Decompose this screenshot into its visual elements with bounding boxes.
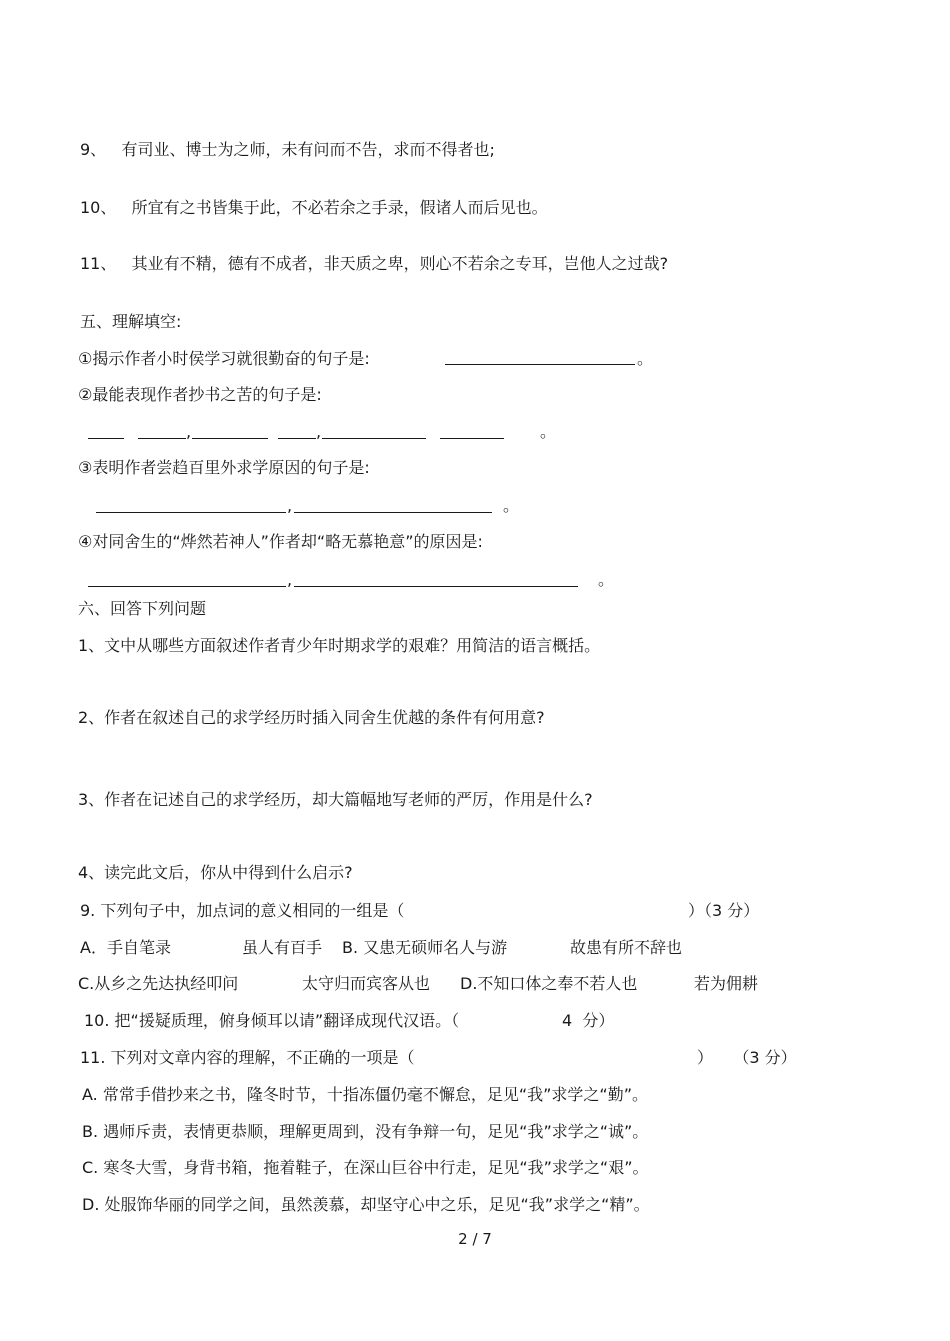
answer-blank[interactable] bbox=[294, 572, 578, 587]
item-text: 其业有不精，德有不成者，非天质之卑，则心不若余之专耳，岂他人之过哉? bbox=[131, 254, 669, 273]
end-mark: 。 bbox=[637, 349, 654, 368]
fill-question-3 bbox=[78, 458, 370, 478]
item-text: 所宜有之书皆集于此，不必若余之手录，假诸人而后见也。 bbox=[131, 198, 548, 217]
translate-item-10 bbox=[80, 198, 548, 218]
short-answer-question: 3、作者在记述自己的求学经历，却大篇幅地写老师的严厉，作用是什么? bbox=[78, 790, 593, 809]
mc11-score: ） （3 分） bbox=[697, 1048, 797, 1067]
question-text: ③表明作者尝趋百里外求学原因的句子是: bbox=[78, 458, 370, 477]
answer-blank[interactable] bbox=[138, 424, 186, 439]
section5-title: 五、理解填空: bbox=[80, 312, 182, 331]
mc11-option-a: A. 常常手借抄来之书，隆冬时节，十指冻僵仍毫不懈怠，足见“我”求学之“勤”。 bbox=[82, 1085, 648, 1104]
mc9-option-d-pair: 若为佣耕 bbox=[694, 974, 759, 993]
item-text: 有司业、博士为之师，未有问而不告，求而不得者也; bbox=[121, 140, 495, 159]
mc9-option-b-pair: 故患有所不辞也 bbox=[570, 938, 683, 957]
translate-item-9 bbox=[80, 140, 495, 160]
mc9-score: ）（3 分） bbox=[688, 901, 760, 920]
section6-title: 六、回答下列问题 bbox=[78, 599, 207, 618]
mc9-option-d: D.不知口体之奉不若人也 bbox=[460, 974, 638, 993]
answer-blank[interactable] bbox=[294, 498, 492, 513]
end-mark: 。 bbox=[598, 570, 615, 589]
mc11-option-c: C. 寒冬大雪，身背书箱，拖着鞋子，在深山巨谷中行走，足见“我”求学之“艰”。 bbox=[82, 1158, 649, 1177]
page-number: 2 / 7 bbox=[458, 1230, 492, 1248]
end-mark: 。 bbox=[540, 422, 557, 441]
q10-score: 4 分） bbox=[562, 1011, 615, 1030]
mc11-option-d: D. 处服饰华丽的同学之间，虽然羡慕，却坚守心中之乐，足见“我”求学之“精”。 bbox=[82, 1195, 650, 1214]
mc9-option-a-pair: 虽人有百手 bbox=[242, 938, 323, 957]
item-number: 11、 bbox=[80, 254, 117, 273]
q10-stem: 10. 把“援疑质理，俯身倾耳以请”翻译成现代汉语。（ bbox=[84, 1011, 460, 1030]
question-text: ①揭示作者小时侯学习就很勤奋的句子是: bbox=[78, 349, 370, 368]
short-answer-question: 2、作者在叙述自己的求学经历时插入同舍生优越的条件有何用意? bbox=[78, 708, 545, 727]
fill-question-4 bbox=[78, 532, 483, 552]
separator: , bbox=[186, 422, 192, 441]
item-number: 9、 bbox=[80, 140, 107, 159]
answer-blank[interactable] bbox=[440, 424, 504, 439]
answer-blank[interactable] bbox=[278, 424, 316, 439]
mc9-option-a: A．手自笔录 bbox=[80, 938, 171, 957]
answer-blank[interactable] bbox=[192, 424, 268, 439]
answer-blank[interactable] bbox=[88, 572, 286, 587]
separator: , bbox=[287, 570, 293, 589]
end-mark: 。 bbox=[503, 496, 520, 515]
mc9-option-c: C.从乡之先达执经叩问 bbox=[78, 974, 239, 993]
item-number: 10、 bbox=[80, 198, 117, 217]
translate-item-11 bbox=[80, 254, 668, 274]
mc9-option-b: B. 又患无硕师名人与游 bbox=[342, 938, 508, 957]
short-answer-question: 4、读完此文后，你从中得到什么启示? bbox=[78, 863, 353, 882]
mc9-stem: 9. 下列句子中，加点词的意义相同的一组是（ bbox=[80, 901, 405, 920]
fill-question-1 bbox=[78, 349, 370, 369]
answer-blank[interactable] bbox=[96, 498, 286, 513]
mc11-option-b: B. 遇师斥责，表情更恭顺，理解更周到，没有争辩一句，足见“我”求学之“诚”。 bbox=[82, 1122, 649, 1141]
answer-blank[interactable] bbox=[88, 424, 124, 439]
answer-blank[interactable] bbox=[445, 350, 635, 365]
answer-blank[interactable] bbox=[322, 424, 426, 439]
mc11-stem: 11. 下列对文章内容的理解，不正确的一项是（ bbox=[80, 1048, 415, 1067]
mc9-option-c-pair: 太守归而宾客从也 bbox=[302, 974, 431, 993]
fill-question-2 bbox=[78, 385, 322, 405]
question-text: ④对同舍生的“烨然若神人”作者却“略无慕艳意”的原因是: bbox=[78, 532, 483, 551]
separator: , bbox=[287, 496, 293, 515]
short-answer-question: 1、文中从哪些方面叙述作者青少年时期求学的艰难？用简洁的语言概括。 bbox=[78, 636, 601, 655]
separator: , bbox=[316, 422, 322, 441]
question-text: ②最能表现作者抄书之苦的句子是: bbox=[78, 385, 322, 404]
